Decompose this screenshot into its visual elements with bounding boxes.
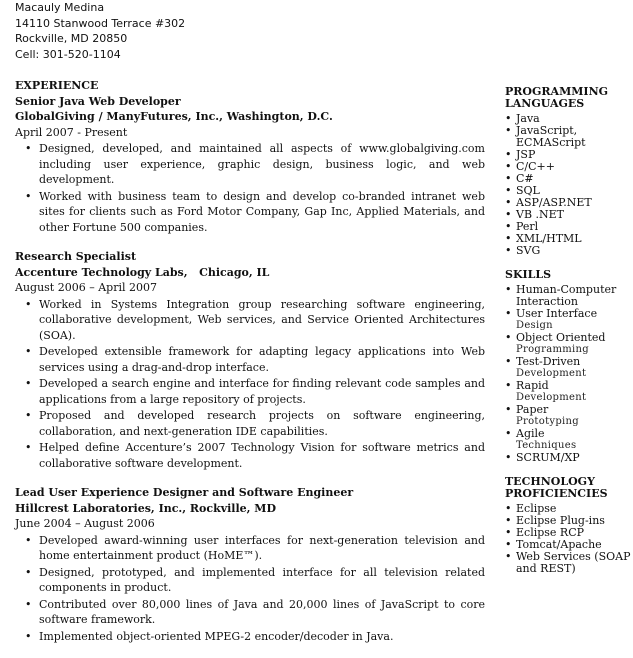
job-bullets — [15, 533, 485, 645]
job-title: Research Specialist — [15, 250, 137, 263]
contact-header — [15, 0, 185, 62]
job-bullet: • Contributed over 80,000 lines of Java and 20,000 lines of JavaScript to core software framework. — [15, 597, 485, 628]
technology-item: • Eclipse — [505, 503, 633, 515]
job-company: Accenture Technology Labs, Chicago, IL — [15, 265, 270, 279]
skill-sub: Design — [516, 320, 553, 331]
job-dates: June 2004 – August 2006 — [15, 517, 155, 530]
job-bullet: • Designed, prototyped, and implemented interface for all television related components in product. — [15, 565, 485, 596]
skill-item — [505, 284, 633, 308]
language-item: • C# — [505, 173, 633, 185]
job-entry — [15, 249, 485, 471]
skill-main: Rapid — [516, 379, 549, 392]
language-item: • C/C++ — [505, 161, 633, 173]
skill-item — [505, 404, 633, 428]
job-bullet: • Implemented object-oriented MPEG-2 encoder/decoder in Java. — [15, 629, 485, 645]
skill-main: Agile — [516, 427, 545, 440]
job-bullets — [15, 297, 485, 472]
technology-item: • Tomcat/Apache — [505, 539, 633, 551]
job-dates: April 2007 - Present — [15, 125, 128, 139]
skill-main: Human-Computer Interaction — [516, 283, 617, 308]
technology-item: • Eclipse Plug-ins — [505, 515, 633, 527]
skill-item — [505, 332, 633, 356]
phone-number: Cell: 301-520-1104 — [15, 47, 121, 61]
skill-sub: Development — [516, 368, 587, 379]
job-title: Lead User Experience Designer and Software Engineer — [15, 486, 354, 499]
language-item: • SQL — [505, 185, 633, 197]
candidate-name: Macauly Medina — [15, 1, 105, 14]
skill-item — [505, 380, 633, 404]
experience-heading: EXPERIENCE — [15, 79, 99, 92]
language-item: • Perl — [505, 221, 633, 233]
skill-item — [505, 308, 633, 332]
languages-list — [505, 113, 633, 257]
job-bullet: • Designed, developed, and maintained all aspects of www.globalgiving.com including user experience, graphic design, business logic, and web development. — [15, 141, 485, 188]
skill-sub: Techniques — [516, 440, 577, 451]
skill-main: Paper — [516, 403, 549, 416]
language-item: • XML/HTML — [505, 233, 633, 245]
skill-item — [505, 356, 633, 380]
languages-block — [505, 86, 633, 257]
skill-item — [505, 428, 633, 452]
skill-main: Test-Driven — [516, 355, 581, 368]
technology-list — [505, 503, 633, 575]
job-bullet: • Proposed and developed research projects on software engineering, collaboration, and next-generation IDE capabilities. — [15, 408, 485, 439]
language-item: • Java — [505, 113, 633, 125]
skill-main: User Interface — [516, 307, 598, 320]
skill-sub: Prototyping — [516, 416, 579, 427]
skills-list — [505, 284, 633, 464]
language-item: • JavaScript, ECMAScript — [505, 125, 633, 149]
job-dates: August 2006 – April 2007 — [15, 281, 157, 294]
job-bullet: • Developed a search engine and interface for finding relevant code samples and applications from a large repository of projects. — [15, 376, 485, 407]
job-bullet: • Developed extensible framework for adapting legacy applications into Web services using a drag-and-drop interface. — [15, 344, 485, 375]
skill-sub: Development — [516, 392, 587, 403]
skill-sub: Programming — [516, 344, 589, 355]
language-item: • VB .NET — [505, 209, 633, 221]
job-title: Senior Java Web Developer — [15, 94, 181, 108]
skills-heading: SKILLS — [505, 268, 552, 281]
technology-item: • Eclipse RCP — [505, 527, 633, 539]
skill-main: Object Oriented — [516, 331, 606, 344]
technology-item: • Web Services (SOAP and REST) — [505, 551, 633, 575]
experience-section — [15, 78, 485, 658]
job-company: Hillcrest Laboratories, Inc., Rockville, MD — [15, 501, 277, 515]
language-item: • JSP — [505, 149, 633, 161]
technology-block — [505, 476, 633, 575]
skill-item — [505, 452, 633, 464]
skill-main: SCRUM/XP — [516, 451, 580, 464]
job-bullet: • Worked with business team to design and develop co-branded intranet web sites for clients such as Ford Motor Company, Gap Inc, Applied Materials, and other Fortune 500 companies. — [15, 189, 485, 236]
address-line-1: 14110 Stanwood Terrace #302 — [15, 16, 186, 30]
technology-heading: TECHNOLOGY PROFICIENCIES — [505, 475, 608, 500]
job-bullet: • Helped define Accenture’s 2007 Technology Vision for software metrics and collaborative software development. — [15, 440, 485, 471]
job-bullet: • Worked in Systems Integration group researching software engineering, collaborative development, Web services, and Service Oriented Architectures (SOA). — [15, 297, 485, 344]
address-line-2: Rockville, MD 20850 — [15, 32, 128, 46]
job-bullet: • Developed award-winning user interfaces for next-generation television and home entertainment product (HoME™). — [15, 533, 485, 564]
languages-heading: PROGRAMMING LANGUAGES — [505, 85, 609, 110]
language-item: • SVG — [505, 245, 633, 257]
job-company: GlobalGiving / ManyFutures, Inc., Washington, D.C. — [15, 110, 333, 123]
job-entry — [15, 485, 485, 644]
language-item: • ASP/ASP.NET — [505, 197, 633, 209]
job-bullets — [15, 141, 485, 235]
skills-block — [505, 269, 633, 464]
sidebar — [505, 86, 633, 587]
job-entry — [15, 94, 485, 236]
